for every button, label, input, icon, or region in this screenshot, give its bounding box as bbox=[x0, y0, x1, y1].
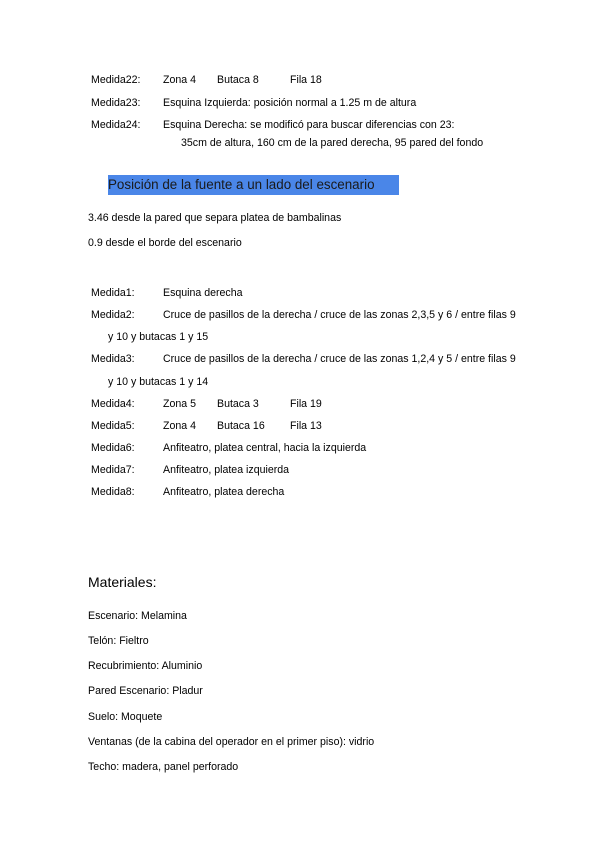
measure-desc: Anfiteatro, platea central, hacia la izquierda bbox=[163, 442, 367, 454]
measure-row bbox=[91, 486, 285, 498]
measure-zona: Zona 4 bbox=[163, 420, 196, 432]
section-heading: Posición de la fuente a un lado del escenario bbox=[108, 175, 399, 195]
materials-title: Materiales: bbox=[88, 574, 157, 590]
measure-row bbox=[91, 464, 290, 476]
measure-label: Medida5: bbox=[91, 420, 135, 432]
measure-fila: Fila 13 bbox=[290, 420, 322, 432]
material-item: Ventanas (de la cabina del operador en el primer piso): vidrio bbox=[88, 736, 375, 748]
measure-desc: Esquina Izquierda: posición normal a 1.25 m de altura bbox=[163, 97, 417, 109]
measure-row bbox=[91, 398, 322, 410]
measure-butaca: Butaca 16 bbox=[217, 420, 265, 432]
distance-text: 3.46 desde la pared que separa platea de bambalinas bbox=[88, 212, 342, 224]
measure-label: Medida6: bbox=[91, 442, 135, 454]
measure-desc: Cruce de pasillos de la derecha / cruce de las zonas 2,3,5 y 6 / entre filas 9 bbox=[163, 309, 516, 321]
measure-row bbox=[91, 309, 516, 321]
measure-row bbox=[91, 420, 322, 432]
measure-row bbox=[91, 74, 322, 86]
measure-desc-continuation: y 10 y butacas 1 y 15 bbox=[108, 331, 209, 343]
measure-desc: Anfiteatro, platea izquierda bbox=[163, 464, 290, 476]
material-item: Recubrimiento: Aluminio bbox=[88, 660, 203, 672]
material-item: Suelo: Moquete bbox=[88, 711, 163, 723]
measure-butaca: Butaca 3 bbox=[217, 398, 259, 410]
measure-zona: Zona 4 bbox=[163, 74, 196, 86]
measure-row bbox=[91, 287, 243, 299]
material-item: Escenario: Melamina bbox=[88, 610, 187, 622]
measure-desc-continuation: 35cm de altura, 160 cm de la pared derecha, 95 pared del fondo bbox=[181, 137, 484, 149]
measure-row bbox=[91, 97, 417, 109]
measure-label: Medida24: bbox=[91, 119, 141, 131]
measure-label: Medida4: bbox=[91, 398, 135, 410]
measure-fila: Fila 18 bbox=[290, 74, 322, 86]
measure-desc: Cruce de pasillos de la derecha / cruce de las zonas 1,2,4 y 5 / entre filas 9 bbox=[163, 353, 516, 365]
measure-zona: Zona 5 bbox=[163, 398, 196, 410]
measure-label: Medida1: bbox=[91, 287, 135, 299]
material-item: Pared Escenario: Pladur bbox=[88, 685, 203, 697]
material-item: Telón: Fieltro bbox=[88, 635, 149, 647]
measure-desc-continuation: y 10 y butacas 1 y 14 bbox=[108, 376, 209, 388]
measure-label: Medida22: bbox=[91, 74, 141, 86]
measure-desc: Esquina derecha bbox=[163, 287, 243, 299]
measure-row bbox=[91, 442, 367, 454]
measure-label: Medida3: bbox=[91, 353, 135, 365]
measure-butaca: Butaca 8 bbox=[217, 74, 259, 86]
measure-label: Medida8: bbox=[91, 486, 135, 498]
measure-row bbox=[91, 353, 516, 365]
measure-desc: Esquina Derecha: se modificó para buscar diferencias con 23: bbox=[163, 119, 455, 131]
material-item: Techo: madera, panel perforado bbox=[88, 761, 239, 773]
measure-row bbox=[91, 119, 455, 131]
measure-label: Medida23: bbox=[91, 97, 141, 109]
measure-label: Medida2: bbox=[91, 309, 135, 321]
distance-text: 0.9 desde el borde del escenario bbox=[88, 237, 242, 249]
measure-label: Medida7: bbox=[91, 464, 135, 476]
measure-fila: Fila 19 bbox=[290, 398, 322, 410]
measure-desc: Anfiteatro, platea derecha bbox=[163, 486, 285, 498]
